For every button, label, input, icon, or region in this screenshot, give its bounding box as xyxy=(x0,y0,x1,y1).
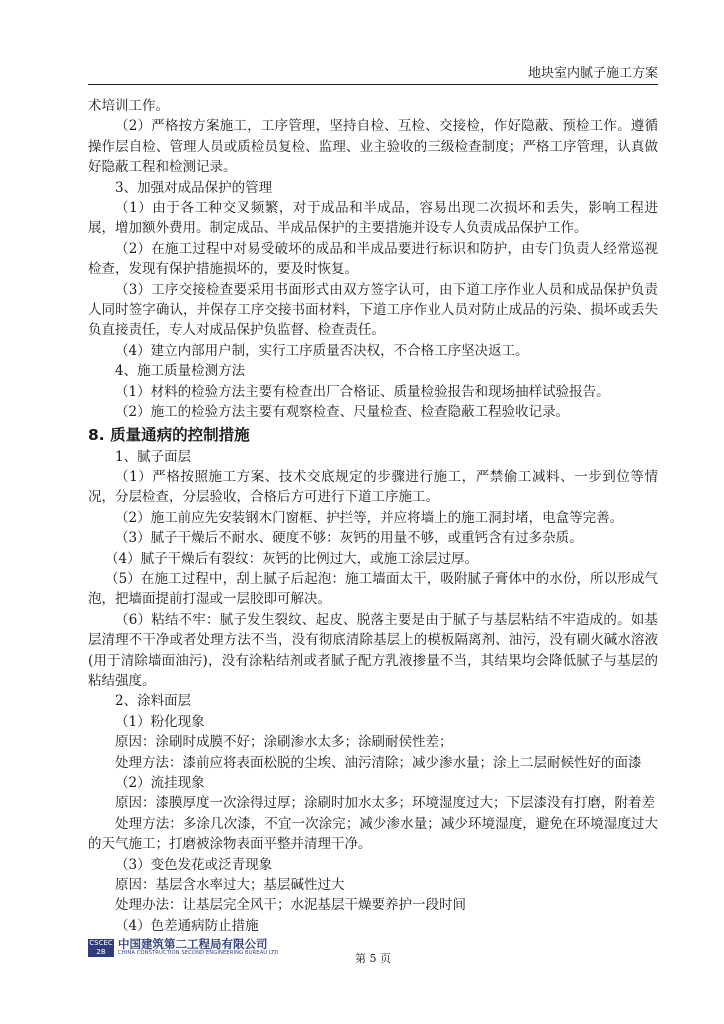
subheading: 1、腻子面层 xyxy=(115,448,192,465)
paragraph: （2）严格按方案施工，工序管理，坚持自检、互检、交接检，作好隐蔽、预检工作。遵循操作层自检、管理人员或质检员复检、监理、业主验收的三级检查制度；严格工序管理，认真做好隐蔽工程和检测记录。 xyxy=(88,118,658,176)
header-title: 地块室内腻子施工方案 xyxy=(527,66,658,81)
paragraph: （3）变色发花或泛青现象 xyxy=(115,856,273,873)
paragraph: （6）粘结不牢：腻子发生裂纹、起皮、脱落主要是由于腻子与基层粘结不牢造成的。如基层清理不干净或者处理方法不当，没有彻底清除基层上的模板隔离剂、油污，没有刷火碱水溶液(用于清除墙面油污)，没有涂粘结剂或者腻子配方乳液掺量不当，其结果均会降低腻子与基层的粘结强度。 xyxy=(88,611,658,689)
paragraph: （2）流挂现象 xyxy=(115,775,205,791)
paragraph: （4）色差通病防止措施 xyxy=(115,917,259,934)
paragraph: （2）施工的检验方法主要有观察检查、尺量检查、检查隐蔽工程验收记录。 xyxy=(115,404,570,421)
subheading: 4、施工质量检测方法 xyxy=(115,363,246,380)
page-number: 第 5 页 xyxy=(355,952,391,965)
paragraph: （2）施工前应先安装钢木门窗框、护拦等，并应将墙上的施工洞封堵，电盒等完善。 xyxy=(115,509,624,526)
page-footer xyxy=(88,937,658,965)
document-body xyxy=(88,96,658,936)
subheading: 3、加强对成品保护的管理 xyxy=(115,179,273,196)
paragraph: （1）材料的检验方法主要有检查出厂合格证、质量检验报告和现场抽样试验报告。 xyxy=(115,383,610,400)
paragraph: 原因：漆膜厚度一次涂得过厚；涂刷时加水太多；环境湿度过大；下层漆没有打磨，附着差 xyxy=(115,795,655,812)
paragraph: 术培训工作。 xyxy=(88,98,169,114)
paragraph: 原因：涂刷时成膜不好；涂刷渗水太多；涂刷耐侯性差； xyxy=(115,734,453,751)
paragraph: 原因：基层含水率过大；基层碱性过大 xyxy=(115,877,345,894)
paragraph: （1）粉化现象 xyxy=(115,713,205,730)
paragraph: 处理方法：多涂几次漆，不宜一次涂完；减少渗水量；减少环境湿度，避免在环境湿度过大的天气施工；打磨被涂物表面平整并清理干净。 xyxy=(88,815,658,853)
paragraph: （5）在施工过程中，刮上腻子后起泡：施工墙面太干，吸附腻子膏体中的水份，所以形成气泡，把墙面提前打湿或一层胶即可解决。 xyxy=(88,570,658,608)
subheading: 2、涂料面层 xyxy=(115,693,192,710)
header-rule xyxy=(88,84,658,85)
page-header xyxy=(88,66,658,84)
company-name-cn: 中国建筑第二工程局有限公司 xyxy=(118,937,268,951)
section-heading: 8. 质量通病的控制措施 xyxy=(88,425,250,444)
company-name-en: CHINA CONSTRUCTION SECOND ENGINEERING BUREAU LTD xyxy=(118,950,279,956)
paragraph: （4）腻子干燥后有裂纹：灰钙的比例过大，或施工涂层过厚。 xyxy=(105,550,479,567)
paragraph: 处理办法：让基层完全风干；水泥基层干燥要养护一段时间 xyxy=(115,897,466,914)
paragraph: （3）工序交接检查要采用书面形式由双方签字认可，由下道工序作业人员和成品保护负责人同时签字确认，并保存工序交接书面材料，下道工序作业人员对防止成品的污染、损坏或丢失负直接责任，专人对成品保护负监督、检查责任。 xyxy=(88,281,658,339)
paragraph: （1）由于各工种交叉频繁，对于成品和半成品，容易出现二次损坏和丢失，影响工程进展，增加额外费用。制定成品、半成品保护的主要措施并设专人负责成品保护工作。 xyxy=(88,200,658,237)
paragraph: 处理方法：漆前应将表面松脱的尘埃、油污清除；减少渗水量；涂上二层耐候性好的面漆 xyxy=(115,754,642,771)
paragraph: （4）建立内部用户制，实行工序质量否决权，不合格工序坚决返工。 xyxy=(115,342,529,359)
paragraph: （3）腻子干燥后不耐水、硬度不够：灰钙的用量不够，或重钙含有过多杂质。 xyxy=(115,530,583,547)
paragraph: （2）在施工过程中对易受破坏的成品和半成品要进行标识和防护，由专门负责人经常巡视检查，发现有保护措施损坏的，要及时恢复。 xyxy=(88,240,658,278)
logo-mark-icon: CSCEC 2B xyxy=(89,938,113,956)
paragraph: （1）严格按照施工方案、技术交底规定的步骤进行施工，严禁偷工减料、一步到位等情况，分层检查，分层验收，合格后方可进行下道工序施工。 xyxy=(88,468,658,506)
